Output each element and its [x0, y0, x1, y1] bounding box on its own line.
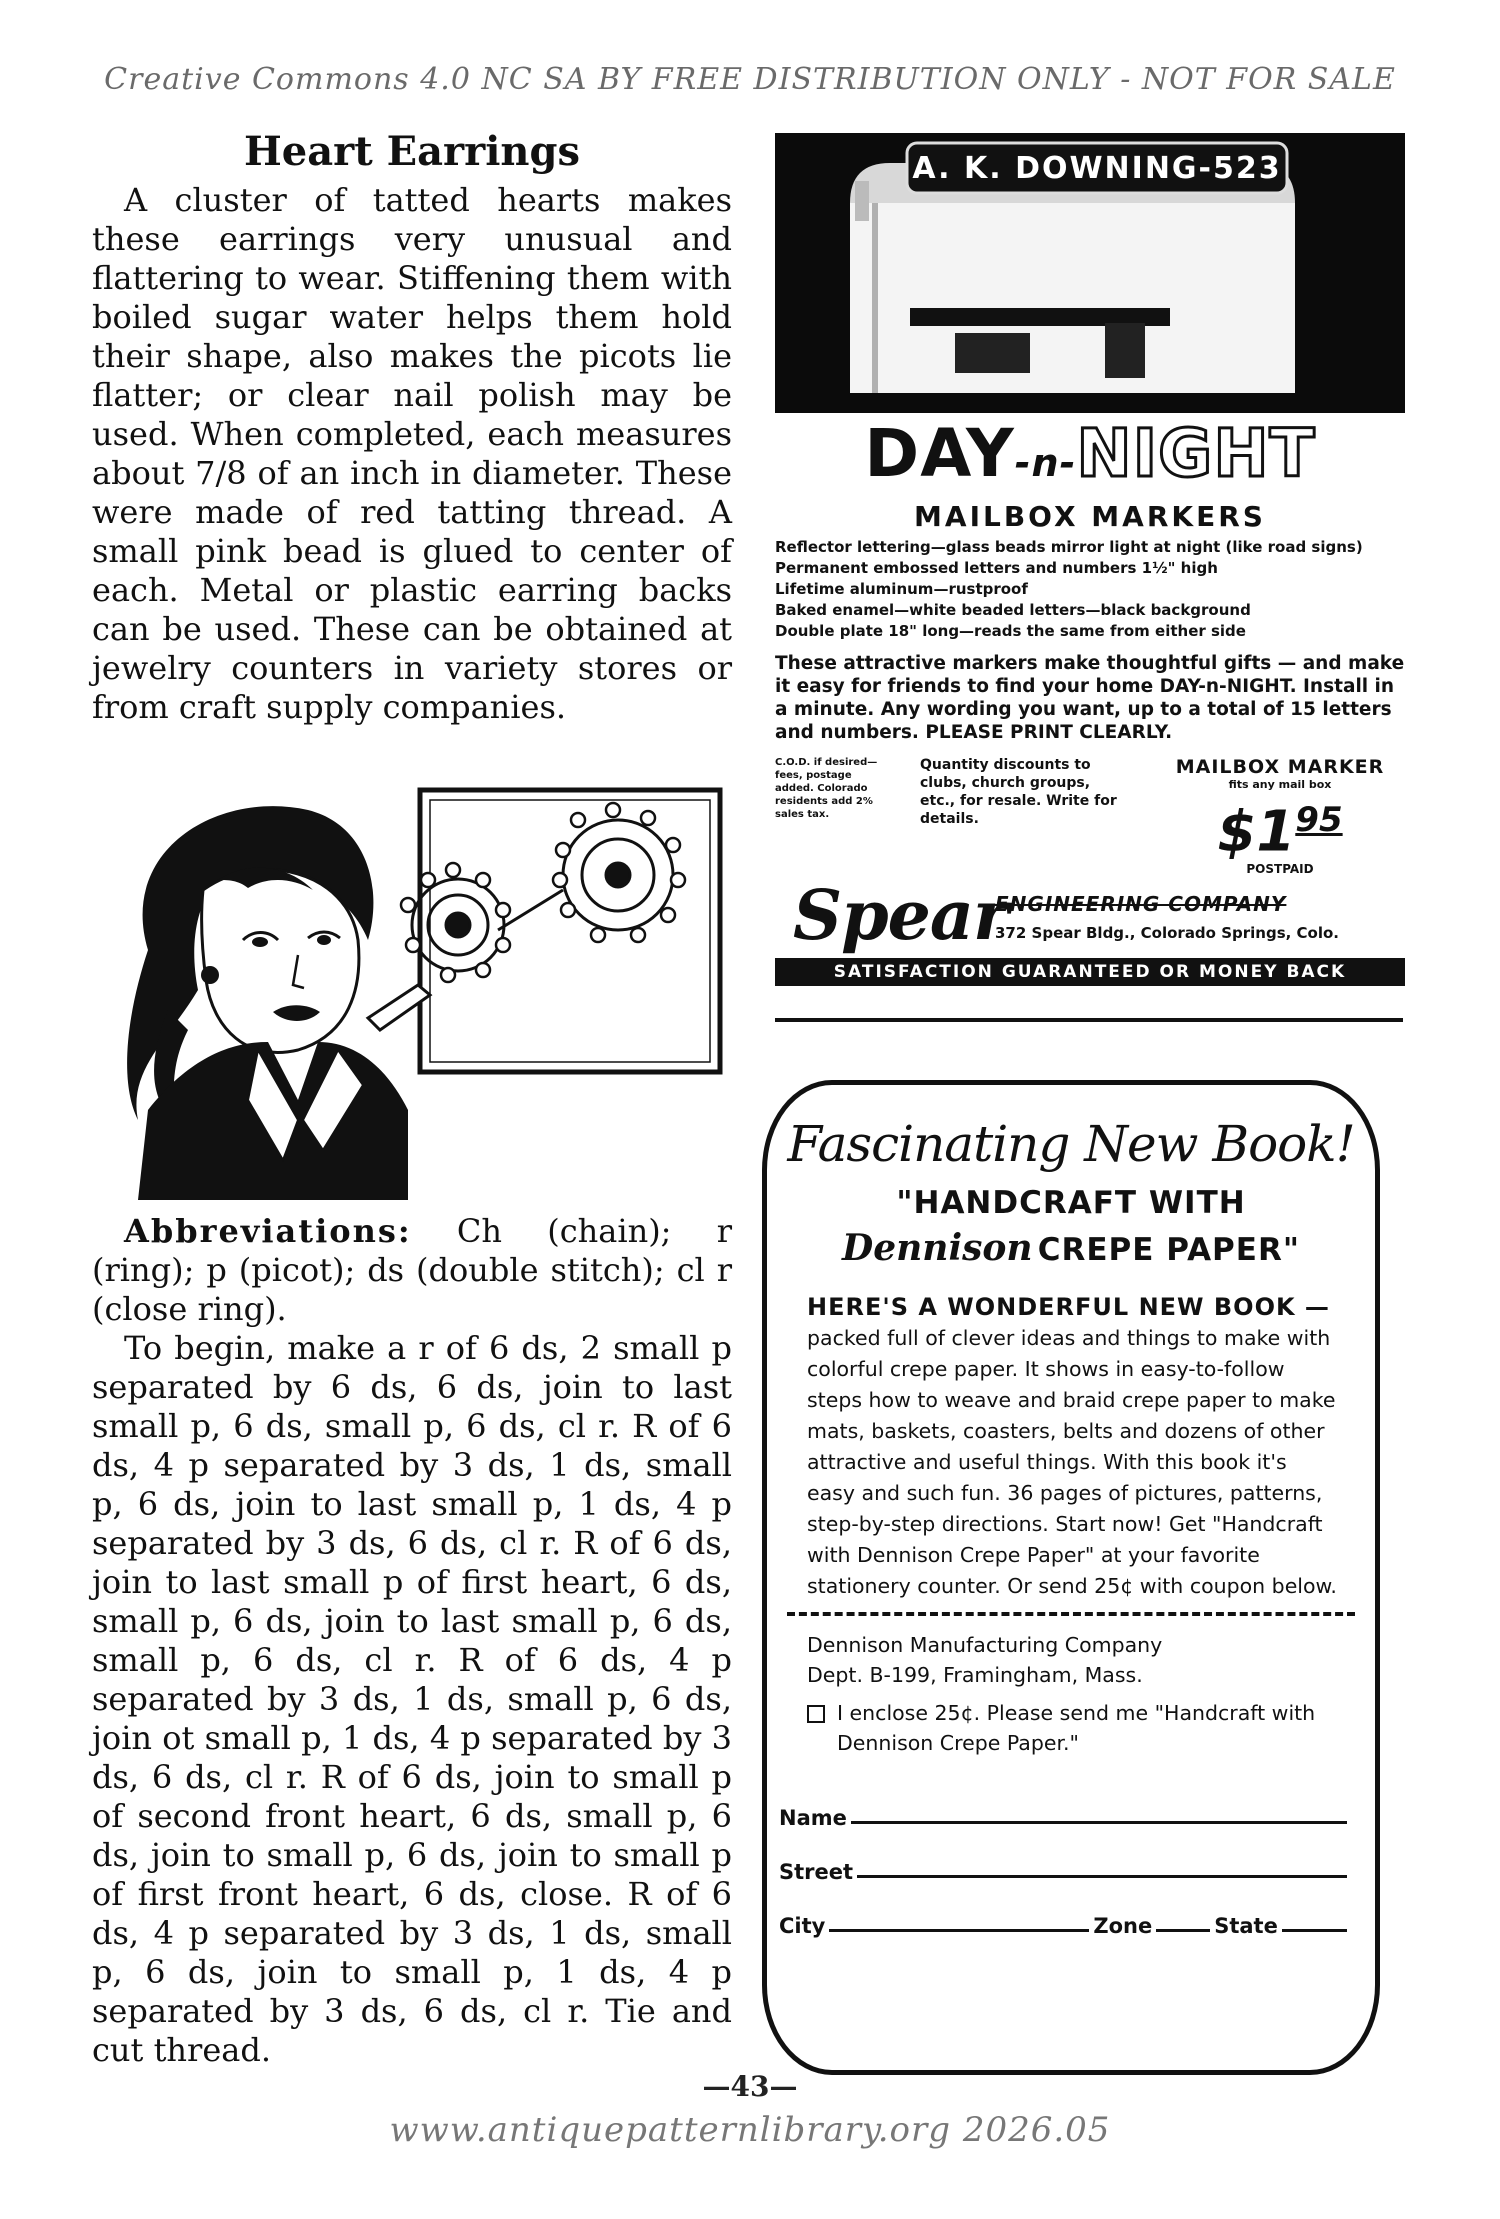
cod-note: C.O.D. if desired—fees, postage added. Colorado residents add 2% sales tax.	[775, 757, 878, 820]
book-ad-body	[807, 1293, 1341, 1602]
engineering-company: ENGINEERING COMPANY	[995, 891, 1287, 916]
fits-note: fits any mail box	[1228, 778, 1332, 791]
earring-instructions	[92, 1212, 732, 2070]
dennison-brand: Dennison	[842, 1227, 1033, 1269]
article-body: A cluster of tatted hearts makes these earrings very unusual and flattering to wear. Stiffening them with boiled sugar water helps them hold their shape, also makes the picots lie flatter; or clear nail polish may be used. When completed, each measures about 7/8 of an inch in diameter. These were made of red tatting thread. A small pink bead is glued to center of each. Metal or plastic earring backs can be used. These can be obtained at jewelry counters in variety stores or from craft supply companies.	[92, 181, 732, 726]
company-address: 372 Spear Bldg., Colorado Springs, Colo.	[995, 923, 1340, 942]
price-box	[1155, 756, 1405, 876]
street-field[interactable]	[857, 1875, 1347, 1878]
feature-item: Lifetime aluminum—rustproof	[775, 580, 1028, 598]
heart-earrings-article	[92, 128, 732, 727]
quantity-note: Quantity discounts to clubs, church groups, etc., for resale. Write for details.	[920, 757, 1117, 827]
dennison-book-ad	[762, 1080, 1380, 2075]
coupon-cut-line	[787, 1612, 1355, 1616]
day-n-night-brand	[775, 417, 1405, 500]
book-title-line2	[767, 1227, 1375, 1269]
page-number: —43—	[702, 2070, 798, 2103]
price-cents: 95	[1295, 800, 1343, 840]
feature-item: Baked enamel—white beaded letters—black background	[775, 601, 1251, 619]
order-info-row	[775, 756, 1405, 876]
name-field[interactable]	[851, 1821, 1347, 1824]
abbreviations-text: Ch (chain); r (ring); p (picot); ds (double stitch); cl r (close ring).	[92, 1212, 732, 1328]
book-title-crepe: CREPE PAPER"	[1037, 1232, 1300, 1268]
mailbox-sign-text: A. K. DOWNING-523	[912, 151, 1282, 186]
price	[1155, 791, 1405, 865]
mailbox-ad-body: These attractive markers make thoughtful gifts — and make it easy for friends to find your home DAY-n-NIGHT. Install in a minute. Any wording you want, up to a total of 15 letters and numbers. PLEASE PRINT CLEARLY.	[775, 653, 1405, 743]
price-dollars: $1	[1217, 799, 1296, 865]
mailbox-image	[775, 133, 1405, 413]
license-header: Creative Commons 4.0 NC SA BY FREE DISTRIBUTION ONLY - NOT FOR SALE	[104, 62, 1396, 97]
coupon-fields	[779, 1776, 1351, 1938]
mailbox-markers-subtitle: MAILBOX MARKERS	[914, 500, 1266, 533]
spear-company-signature	[775, 875, 1405, 958]
feature-list	[775, 537, 1405, 642]
zone-label: Zone	[1093, 1914, 1153, 1938]
feature-item: Double plate 18" long—reads the same from either side	[775, 622, 1246, 640]
book-description: packed full of clever ideas and things to make with colorful crepe paper. It shows in easy-to-follow steps how to weave and braid crepe paper to make mats, baskets, coasters, belts and dozens of other attractive and useful things. With this book it's easy and such fun. 36 pages of pictures, patterns, step-by-step directions. Start now! Get "Handcraft with Dennison Crepe Paper" at your favorite stationery counter. Or send 25¢ with coupon below.	[807, 1326, 1337, 1598]
brand-night: NIGHT	[1076, 415, 1316, 492]
street-row	[779, 1830, 1351, 1884]
book-lead: HERE'S A WONDERFUL NEW BOOK —	[807, 1293, 1330, 1321]
mailbox-marker-ad	[775, 133, 1405, 986]
coupon-check-row	[807, 1698, 1341, 1758]
ad-divider-rule	[775, 1018, 1403, 1022]
street-label: Street	[779, 1860, 854, 1884]
coupon-company: Dennison Manufacturing Company	[807, 1633, 1163, 1657]
brand-n: -n-	[1014, 441, 1077, 485]
coupon-check-text: I enclose 25¢. Please send me "Handcraft with Dennison Crepe Paper."	[837, 1701, 1316, 1755]
postpaid-label: POSTPAID	[1246, 861, 1314, 876]
brand-day: DAY	[864, 415, 1015, 492]
guarantee-banner: SATISFACTION GUARANTEED OR MONEY BACK	[775, 958, 1405, 986]
zone-field[interactable]	[1156, 1929, 1210, 1932]
spear-script: Spear	[793, 875, 1008, 956]
woman-with-earrings-illustration	[108, 780, 728, 1200]
name-label: Name	[779, 1806, 847, 1830]
article-title: Heart Earrings	[244, 128, 580, 175]
abbreviations-label: Abbreviations:	[124, 1212, 412, 1250]
city-row	[779, 1884, 1351, 1938]
abbreviations-paragraph	[92, 1212, 732, 1329]
coupon	[807, 1630, 1341, 1758]
footer-site: www.antiquepatternlibrary.org 2026.05	[389, 2110, 1111, 2150]
feature-item: Reflector lettering—glass beads mirror light at night (like road signs)	[775, 538, 1363, 556]
enclose-checkbox[interactable]	[807, 1705, 825, 1723]
book-headline: Fascinating New Book!	[787, 1115, 1355, 1173]
feature-item: Permanent embossed letters and numbers 1½" high	[775, 559, 1218, 577]
tatting-steps: To begin, make a r of 6 ds, 2 small p separated by 6 ds, 6 ds, join to last small p, 6 ds, small p, 6 ds, cl r. R of 6 ds, 4 p separated by 3 ds, 1 ds, small p, 6 ds, join to last small p, 1 ds, 4 p separated by 3 ds, 6 ds, cl r. R of 6 ds, join to last small p of first heart, 6 ds, small p, 6 ds, join to last small p, 6 ds, small p, 6 ds, cl r. R of 6 ds, 4 p separated by 3 ds, 1 ds, small p, 6 ds, join ot small p, 1 ds, 4 p separated by 3 ds, 6 ds, cl r. R of 6 ds, join to small p of second front heart, 6 ds, small p, 6 ds, join to small p, 6 ds, join to small p of first front heart, 6 ds, close. R of 6 ds, 4 p separated by 3 ds, 1 ds, small p, 6 ds, join to small p, 1 ds, 4 p separated by 3 ds, 6 ds, cl r. Tie and cut thread.	[92, 1329, 732, 2069]
marker-label: MAILBOX MARKER	[1175, 756, 1385, 778]
state-field[interactable]	[1282, 1929, 1347, 1932]
book-title-line1: "HANDCRAFT WITH	[896, 1185, 1246, 1221]
city-label: City	[779, 1914, 826, 1938]
name-row	[779, 1776, 1351, 1830]
city-field[interactable]	[829, 1929, 1089, 1932]
coupon-dept: Dept. B-199, Framingham, Mass.	[807, 1663, 1143, 1687]
mailbox-photo	[775, 133, 1405, 413]
state-label: State	[1214, 1914, 1278, 1938]
